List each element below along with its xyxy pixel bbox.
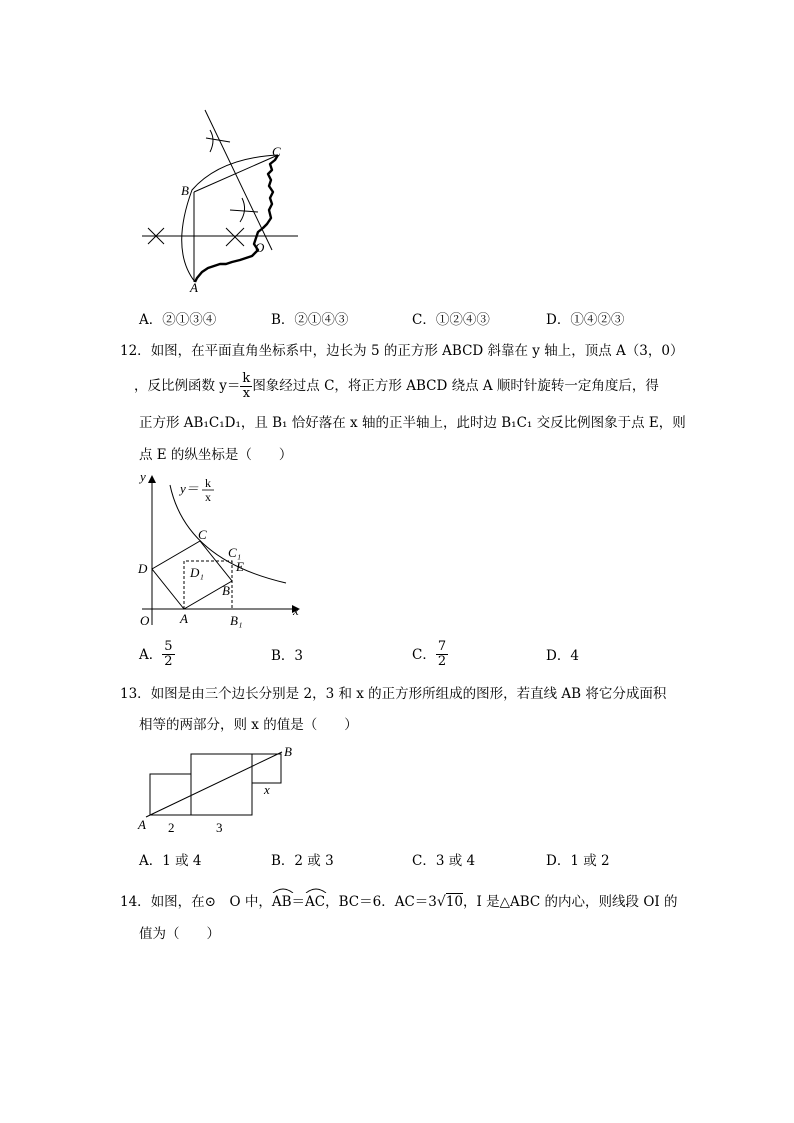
q12-figure xyxy=(130,465,310,635)
q12-fraction: $\frac{k}{x}$ xyxy=(242,371,251,401)
fig12-y-label: y xyxy=(140,469,146,484)
q12-line4: 点 E 的纵坐标是（ ） xyxy=(139,447,293,463)
q13-option-d[interactable]: D．1 或 2 xyxy=(546,853,610,869)
q12-option-c[interactable]: C． $\frac{7}{2}$ xyxy=(412,639,447,669)
label-A: A xyxy=(190,280,198,295)
q12-option-d[interactable]: D．4 xyxy=(546,648,579,664)
q14-line1: 14．如图，在⊙ O 中， AB＝ AC，BC＝6．AC＝3√10，I 是△ABC 的内心，则线段 OI 的 xyxy=(120,888,678,912)
label-O: O xyxy=(255,240,265,255)
fig12-fn-label: y＝ xyxy=(180,481,199,496)
q13-figure xyxy=(132,740,312,840)
label-B: B xyxy=(181,183,189,198)
fig12-D1-label: D₁ xyxy=(190,565,204,580)
fig13-B-label: B xyxy=(284,744,292,759)
fig12-A-label: A xyxy=(180,611,188,626)
q12-line1: 12．如图，在平面直角坐标系中，边长为 5 的正方形 ABCD 斜靠在 y 轴上，顶点 A（3，0） xyxy=(120,343,684,359)
fig12-B-label: B xyxy=(222,583,230,598)
fig12-fn-num: k xyxy=(205,476,211,490)
fig12-D-label: D xyxy=(138,561,148,576)
q11-option-a[interactable]: A．②①③④ xyxy=(139,312,217,328)
fig12-B1-label: B₁ xyxy=(230,613,243,628)
fig13-2-label: 2 xyxy=(168,820,175,835)
q11-option-d[interactable]: D．①④②③ xyxy=(546,312,625,328)
fig12-O-label: O xyxy=(140,613,150,628)
q11-figure xyxy=(130,100,320,300)
fig13-3-label: 3 xyxy=(216,820,223,835)
fig12-fn-den: x xyxy=(205,490,211,504)
q12-option-a[interactable]: A． $\frac{5}{2}$ xyxy=(139,639,173,669)
q13-option-a[interactable]: A．1 或 4 xyxy=(139,853,202,869)
label-C: C xyxy=(272,144,281,159)
q11-option-b[interactable]: B．②①④③ xyxy=(271,312,349,328)
fig12-x-label: x xyxy=(293,603,299,618)
q12-line2: ，反比例函数 y＝ $\frac{k}{x}$ 图象经过点 C，将正方形 ABCD 绕点 A 顺时针旋转一定角度后，得 xyxy=(134,371,659,401)
q12-line3: 正方形 AB₁C₁D₁，且 B₁ 恰好落在 x 轴的正半轴上，此时边 B₁C₁ 交反比例图象于点 E，则 xyxy=(139,415,686,431)
arc-ac: AC xyxy=(305,888,325,912)
fig12-E-label: E xyxy=(236,559,244,574)
arc-ab: AB xyxy=(272,888,292,912)
q13-line2: 相等的两部分，则 x 的值是（ ） xyxy=(139,717,358,733)
q11-option-c[interactable]: C．①②④③ xyxy=(412,312,490,328)
q13-line1: 13．如图是由三个边长分别是 2，3 和 x 的正方形所组成的图形，若直线 AB 将它分成面积 xyxy=(120,686,667,702)
q13-option-b[interactable]: B．2 或 3 xyxy=(271,853,334,869)
fig12-C-label: C xyxy=(198,527,207,542)
fig13-x-label: x xyxy=(264,782,270,797)
fig12-C1-label: C₁ xyxy=(228,545,242,560)
q13-option-c[interactable]: C．3 或 4 xyxy=(412,853,476,869)
sqrt-10: √10 xyxy=(436,894,463,910)
q12-option-b[interactable]: B．3 xyxy=(271,648,304,664)
fig13-A-label: A xyxy=(138,817,146,832)
q14-line2: 值为（ ） xyxy=(139,926,220,942)
